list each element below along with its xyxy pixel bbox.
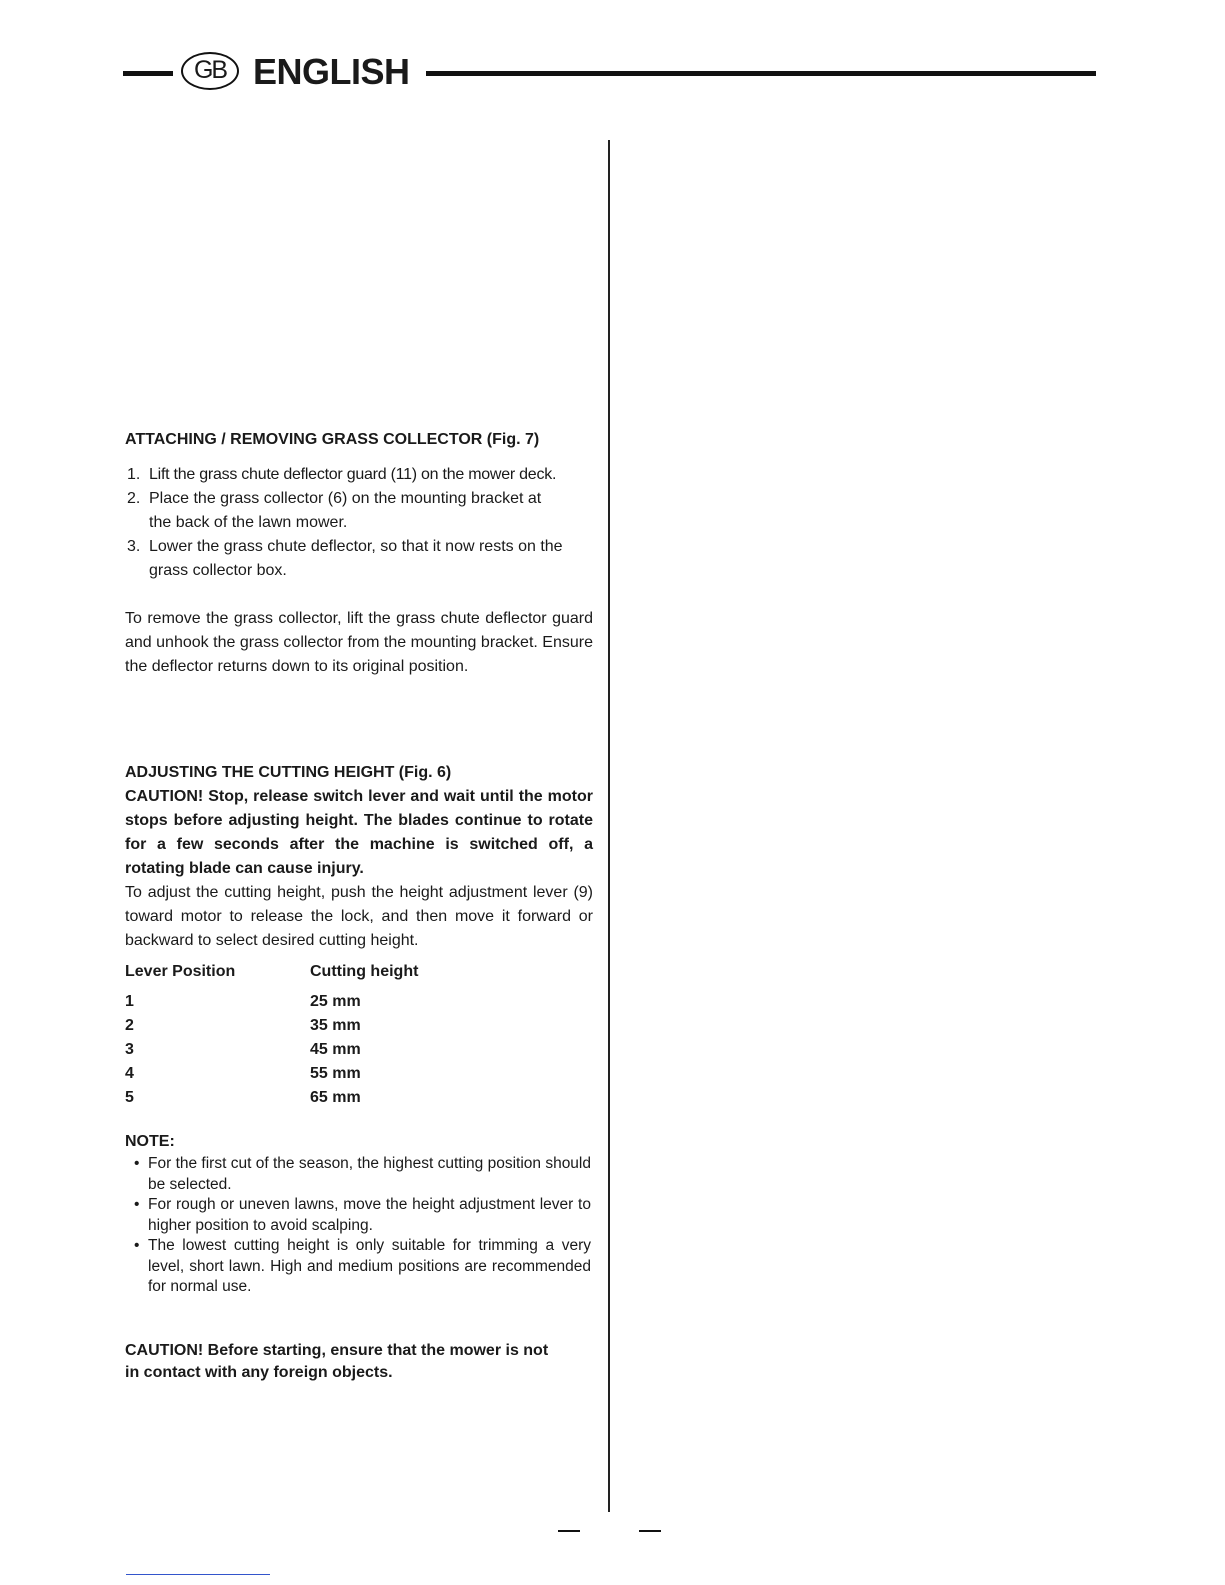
table-header-row [125, 960, 418, 990]
grass-collector-heading: ATTACHING / REMOVING GRASS COLLECTOR (Fig. 7) [125, 431, 540, 448]
column-header-cutting-height: Cutting height [310, 963, 419, 980]
bullet-icon: • [134, 1155, 140, 1172]
left-column [125, 428, 603, 1384]
note-text: The lowest cutting height is only suitable for trimming a very level, short lawn. High and medium positions are recommended for normal use. [148, 1237, 591, 1295]
step-item [125, 463, 603, 487]
lever-position-cell: 1 [125, 993, 134, 1010]
note-item [125, 1154, 591, 1195]
footer-dash-left [558, 1530, 580, 1532]
language-badge: GB [181, 52, 239, 90]
note-text: For rough or uneven lawns, move the height adjustment lever to higher position to avoid scalping. [148, 1196, 591, 1234]
step-item [125, 487, 603, 535]
cutting-height-heading: ADJUSTING THE CUTTING HEIGHT (Fig. 6) [125, 764, 452, 781]
note-item [125, 1195, 591, 1236]
cutting-height-instructions: To adjust the cutting height, push the height adjustment lever (9) toward motor to release the lock, and then move it forward or backward to select desired cutting height. [125, 884, 593, 949]
final-caution: CAUTION! Before starting, ensure that the mower is not in contact with any foreign objects. [125, 1341, 549, 1381]
step-number: 3. [127, 538, 141, 555]
footer-dash-right [639, 1530, 661, 1532]
table-row [125, 1086, 418, 1110]
cutting-height-cell: 25 mm [310, 993, 361, 1010]
language-title: ENGLISH [253, 51, 410, 92]
header-rule-left [123, 71, 173, 76]
cutting-height-cell: 55 mm [310, 1065, 361, 1082]
remove-collector-text: To remove the grass collector, lift the grass chute deflector guard and unhook the grass collector from the mounting bracket. Ensure the deflector returns down to its original position. [125, 610, 593, 675]
table-row [125, 1014, 418, 1038]
lever-position-cell: 4 [125, 1065, 134, 1082]
grass-collector-steps [125, 463, 603, 583]
cutting-height-caution: CAUTION! Stop, release switch lever and wait until the motor stops before adjusting height. The blades continue to rotate for a few seconds after the machine is switched off, a rotating blade can cause injury. [125, 788, 593, 877]
lever-position-cell: 3 [125, 1041, 134, 1058]
cutting-height-cell: 65 mm [310, 1089, 361, 1106]
note-list [125, 1154, 603, 1298]
note-label: NOTE: [125, 1133, 175, 1150]
cutting-height-cell: 35 mm [310, 1017, 361, 1034]
table-row [125, 990, 418, 1014]
cutting-height-table [125, 960, 418, 1110]
note-text: For the first cut of the season, the highest cutting position should be selected. [148, 1155, 591, 1193]
step-item [125, 535, 603, 583]
footer-link-underline [126, 1574, 270, 1575]
column-divider [608, 140, 610, 1512]
bullet-icon: • [134, 1196, 140, 1213]
step-text: Lift the grass chute deflector guard (11) on the mower deck. [149, 466, 557, 483]
bullet-icon: • [134, 1237, 140, 1254]
table-row [125, 1062, 418, 1086]
step-number: 2. [127, 490, 141, 507]
step-text: Lower the grass chute deflector, so that it now rests on the grass collector box. [149, 538, 563, 579]
column-header-lever-position: Lever Position [125, 963, 236, 980]
lever-position-cell: 5 [125, 1089, 134, 1106]
table-row [125, 1038, 418, 1062]
step-number: 1. [127, 466, 141, 483]
header-rule-right [426, 71, 1096, 76]
step-text: Place the grass collector (6) on the mounting bracket at the back of the lawn mower. [149, 490, 542, 531]
lever-position-cell: 2 [125, 1017, 134, 1034]
cutting-height-cell: 45 mm [310, 1041, 361, 1058]
note-item [125, 1236, 591, 1298]
page-header [123, 52, 1096, 96]
